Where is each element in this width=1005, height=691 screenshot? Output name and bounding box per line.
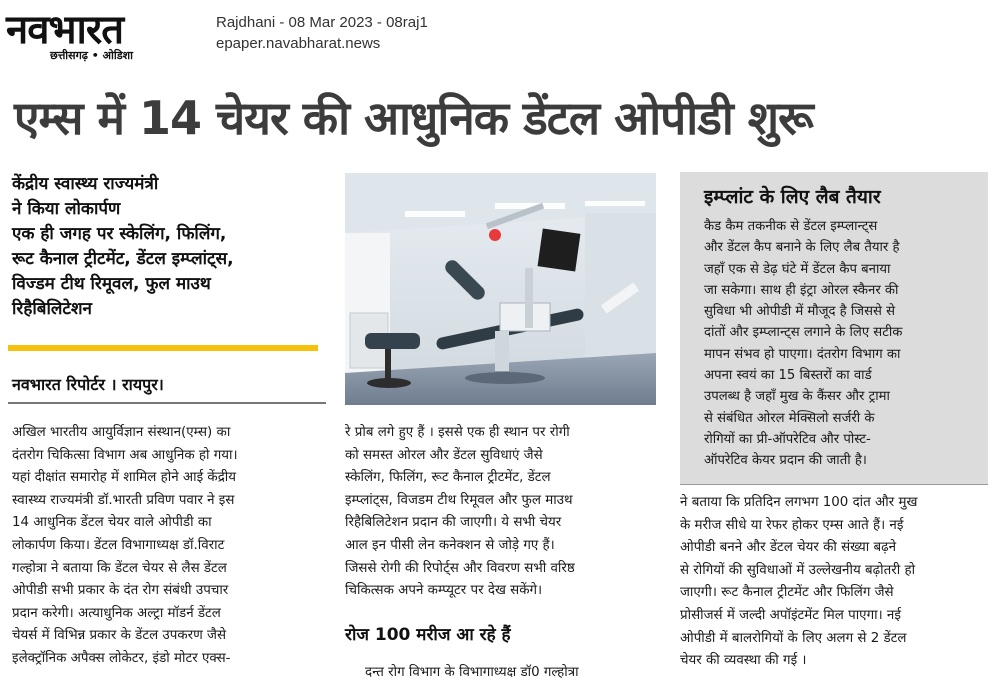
article-line: स्वास्थ्य राज्यमंत्री डॉ.भारती प्रविण पवार ने इस xyxy=(12,492,235,508)
box-line: और डेंटल कैप बनाने के लिए लैब तैयार है xyxy=(704,240,900,256)
logo-region: छत्तीसगढ़ • ओडिशा xyxy=(50,49,133,62)
box-line: से संबंधित ओरल मेक्सिलो सर्जरी के xyxy=(704,410,875,426)
article-line: रे प्रोब लगे हुए हैं । इससे एक ही स्थान पर रोगी xyxy=(345,425,570,440)
section-subhead: रोज 100 मरीज आ रहे हैं xyxy=(345,625,511,645)
subhead-line: एक ही जगह पर स्केलिंग, फिलिंग, xyxy=(12,224,227,244)
article-column-1 xyxy=(12,422,324,671)
article-column-2b xyxy=(365,662,655,685)
article-line: जाएगी। रूट कैनाल ट्रीटमेंट और फिलिंग जैसे xyxy=(680,585,894,601)
article-line: चेयर्स में विभिन्न प्रकार के डेंटल उपकरण जैसे xyxy=(12,628,227,644)
article-line: रिहैबिलिटेशन प्रदान की जाएगी। ये सभी चेयर xyxy=(345,515,562,531)
box-line: जहाँ एक से डेढ़ घंटे में डेंटल कैप बनाया xyxy=(704,261,891,277)
article-line: स्केलिंग, फिलिंग, रूट कैनाल ट्रीटमेंट, डेंटल xyxy=(345,470,551,486)
yellow-divider xyxy=(8,345,318,351)
article-line: ओपीडी में बालरोगियों के लिए अलग से 2 डेंटल xyxy=(680,630,907,646)
box-line: जा सकेगा। साथ ही इंट्रा ओरल स्कैनर की xyxy=(704,282,899,298)
article-line: 14 आधुनिक डेंटल चेयर वाले ओपीडी का xyxy=(12,515,212,531)
article-line: ओपीडी बनने और डेंटल चेयर की संख्या बढ़ने xyxy=(680,540,897,556)
dental-opd-photo xyxy=(345,173,656,405)
box-title: इम्प्लांट के लिए लैब तैयार xyxy=(704,186,881,208)
box-line: सुविधा भी ओपीडी में मौजूद है जिससे से xyxy=(704,304,896,320)
article-line: जिससे रोगी की रिपोर्ट्स और विवरण सभी वरिष्ठ xyxy=(345,560,575,576)
subhead-line: ने किया लोकार्पण xyxy=(12,199,121,219)
article-line: गल्होत्रा ने बताया कि डेंटल चेयर से लैस डेंटल xyxy=(12,560,227,576)
edition-info xyxy=(216,12,428,54)
article-line: इम्प्लांट्स, विजडम टीथ रिमूवल और फुल माउथ xyxy=(345,492,573,508)
article-line: को समस्त ओरल और डेंटल सुविधाएं जैसे xyxy=(345,447,543,463)
column-rule xyxy=(8,402,326,404)
subhead-line: केंद्रीय स्वास्थ्य राज्यमंत्री xyxy=(12,174,159,194)
article-line: लोकार्पण किया। डेंटल विभागाध्यक्ष डॉ.विराट xyxy=(12,537,225,553)
article-column-2 xyxy=(345,422,655,603)
subhead-line: रिहैबिलिटेशन xyxy=(12,299,92,319)
box-line: कैड कैम तकनीक से डेंटल इम्प्लान्ट्स xyxy=(704,219,878,234)
article-line: यहां दीक्षांत समारोह में शामिल होने आई केंद्रीय xyxy=(12,470,237,486)
subhead-line: विज्डम टीथ रिमूवल, फुल माउथ xyxy=(12,274,211,294)
article-line: चेयर की व्यवस्था की गई । xyxy=(680,653,807,669)
article-line: दंतरोग चिकित्सा विभाग अब आधुनिक हो गया। xyxy=(12,447,238,463)
edition-line: Rajdhani - 08 Mar 2023 - 08raj1 xyxy=(216,14,428,31)
article-line: अखिल भारतीय आयुर्विज्ञान संस्थान(एम्स) का xyxy=(12,425,231,440)
box-line: दांतों और इम्प्लान्ट्स लगाने के लिए सटीक xyxy=(704,325,903,341)
headline: एम्स में 14 चेयर की आधुनिक डेंटल ओपीडी शुरू xyxy=(14,91,813,145)
newspaper-logo xyxy=(6,4,198,62)
article-line: आल इन पीसी लेन कनेक्शन से जोड़े गए हैं। xyxy=(345,537,555,553)
article-line: ओपीडी सभी प्रकार के दंत रोग संबंधी उपचार xyxy=(12,583,229,599)
subheads xyxy=(12,172,332,322)
box-line: ऑपरेटिव केयर प्रदान की जाती है। xyxy=(704,453,867,469)
article-line: प्रदान करेगी। अत्याधुनिक अल्ट्रा मॉडर्न डेंटल xyxy=(12,605,221,621)
byline: नवभारत रिपोर्टर । रायपुर। xyxy=(12,375,164,394)
article-column-3 xyxy=(680,492,990,673)
article-line: के मरीज सीधे या रेफर होकर एम्स आते हैं। नई xyxy=(680,517,904,533)
article-line: दन्त रोग विभाग के विभागाध्यक्ष डॉ0 गल्होत्रा xyxy=(365,665,579,680)
article-line: चिकित्सक अपने कम्प्यूटर पर देख सकेंगे। xyxy=(345,583,543,599)
box-line: अपना स्वयं का 15 बिस्तरों का वार्ड xyxy=(704,368,872,384)
box-line: उपलब्ध है जहाँ मुख के कैंसर और ट्रामा xyxy=(704,389,890,405)
epaper-link[interactable]: epaper.navabharat.news xyxy=(216,35,381,52)
article-line: इलेक्ट्रॉनिक अपैक्स लोकेटर, इंडो मोटर एक्स- xyxy=(12,650,231,666)
subhead-line: रूट कैनाल ट्रीटमेंट, डेंटल इम्प्लांट्स, xyxy=(12,249,234,269)
article-line: से रोगियों की सुविधाओं में उल्लेखनीय बढ़ोतरी हो xyxy=(680,562,916,578)
box-line: रोगियों का प्री-ऑपरेटिव और पोस्ट- xyxy=(704,431,871,447)
column-rule xyxy=(680,484,988,485)
logo-name: नवभारत xyxy=(6,7,124,53)
article-line: प्रोसीजर्स में जल्दी अपॉइंटमेंट मिल पाएगा। नई xyxy=(680,607,901,623)
article-line: ने बताया कि प्रतिदिन लगभग 100 दांत और मुख xyxy=(680,495,918,510)
box-text xyxy=(704,216,986,472)
box-line: मापन संभव हो पाएगा। दंतरोग विभाग का xyxy=(704,346,901,362)
